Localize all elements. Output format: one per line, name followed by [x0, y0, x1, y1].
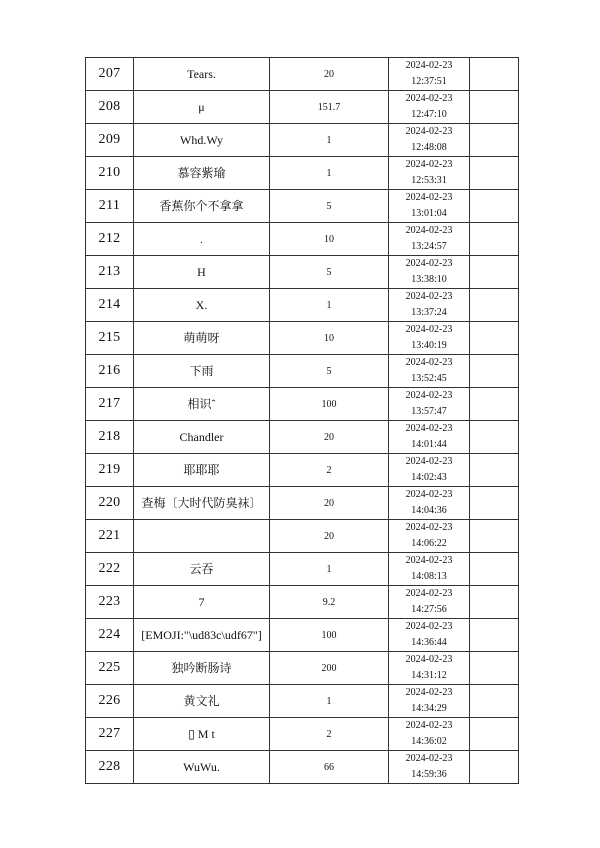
note-cell [470, 322, 519, 355]
note-cell [470, 289, 519, 322]
note-cell [470, 454, 519, 487]
donor-name: 查梅〔大时代防臭袜〕 [134, 487, 270, 520]
note-cell [470, 718, 519, 751]
note-cell [470, 157, 519, 190]
donation-datetime [389, 355, 470, 388]
donation-date: 2024-02-23 [405, 291, 453, 302]
table-row [86, 157, 519, 190]
row-number: 218 [86, 421, 134, 454]
donation-amount: 1 [270, 289, 389, 322]
table-row [86, 454, 519, 487]
table-row [86, 520, 519, 553]
donation-datetime [389, 751, 470, 784]
table-row [86, 619, 519, 652]
table-row [86, 124, 519, 157]
donation-time: 13:40:19 [411, 340, 447, 351]
table-row [86, 223, 519, 256]
note-cell [470, 553, 519, 586]
donation-datetime [389, 256, 470, 289]
donation-amount: 100 [270, 388, 389, 421]
row-number: 226 [86, 685, 134, 718]
donation-time: 14:36:44 [411, 637, 447, 648]
row-number: 224 [86, 619, 134, 652]
donation-amount: 100 [270, 619, 389, 652]
note-cell [470, 520, 519, 553]
donation-datetime [389, 487, 470, 520]
donor-name: μ [134, 91, 270, 124]
donation-date: 2024-02-23 [405, 126, 453, 137]
donation-datetime [389, 124, 470, 157]
donation-time: 14:27:56 [411, 604, 447, 615]
donor-name: H [134, 256, 270, 289]
donor-name: WuWu. [134, 751, 270, 784]
donation-amount: 9.2 [270, 586, 389, 619]
donation-time: 14:34:29 [411, 703, 447, 714]
donation-date: 2024-02-23 [405, 522, 453, 533]
donation-datetime [389, 718, 470, 751]
donation-amount: 151.7 [270, 91, 389, 124]
donation-datetime [389, 322, 470, 355]
donor-name: [EMOJI:"\ud83c\udf67"] [134, 619, 270, 652]
donation-date: 2024-02-23 [405, 390, 453, 401]
note-cell [470, 586, 519, 619]
note-cell [470, 91, 519, 124]
row-number: 215 [86, 322, 134, 355]
note-cell [470, 751, 519, 784]
donation-date: 2024-02-23 [405, 423, 453, 434]
note-cell [470, 256, 519, 289]
donation-datetime [389, 58, 470, 91]
note-cell [470, 421, 519, 454]
donation-time: 14:36:02 [411, 736, 447, 747]
donation-amount: 66 [270, 751, 389, 784]
donation-datetime [389, 421, 470, 454]
donation-date: 2024-02-23 [405, 489, 453, 500]
row-number: 211 [86, 190, 134, 223]
donation-table [85, 57, 519, 784]
donation-date: 2024-02-23 [405, 456, 453, 467]
donation-date: 2024-02-23 [405, 687, 453, 698]
row-number: 212 [86, 223, 134, 256]
note-cell [470, 619, 519, 652]
donation-amount: 1 [270, 124, 389, 157]
donation-time: 13:37:24 [411, 307, 447, 318]
table-row [86, 58, 519, 91]
row-number: 208 [86, 91, 134, 124]
donation-time: 14:06:22 [411, 538, 447, 549]
donation-datetime [389, 553, 470, 586]
note-cell [470, 685, 519, 718]
donation-time: 14:01:44 [411, 439, 447, 450]
donation-datetime [389, 454, 470, 487]
donation-datetime [389, 619, 470, 652]
note-cell [470, 487, 519, 520]
donation-amount: 10 [270, 322, 389, 355]
note-cell [470, 388, 519, 421]
donation-datetime [389, 289, 470, 322]
row-number: 221 [86, 520, 134, 553]
donation-date: 2024-02-23 [405, 258, 453, 269]
donation-time: 12:53:31 [411, 175, 447, 186]
note-cell [470, 190, 519, 223]
donation-datetime [389, 520, 470, 553]
donation-time: 13:52:45 [411, 373, 447, 384]
donation-amount: 20 [270, 487, 389, 520]
table-row [86, 751, 519, 784]
donor-name: 云吞 [134, 553, 270, 586]
donation-date: 2024-02-23 [405, 93, 453, 104]
note-cell [470, 124, 519, 157]
donor-name: 相识ˆ [134, 388, 270, 421]
table-row [86, 421, 519, 454]
table-row [86, 685, 519, 718]
note-cell [470, 355, 519, 388]
donation-datetime [389, 157, 470, 190]
donation-time: 13:01:04 [411, 208, 447, 219]
donation-date: 2024-02-23 [405, 555, 453, 566]
table-row [86, 652, 519, 685]
table-row [86, 718, 519, 751]
donation-amount: 2 [270, 454, 389, 487]
donation-time: 12:48:08 [411, 142, 447, 153]
donation-date: 2024-02-23 [405, 720, 453, 731]
row-number: 217 [86, 388, 134, 421]
donor-name: 香蕉你个不拿拿 [134, 190, 270, 223]
donation-amount: 5 [270, 256, 389, 289]
donation-datetime [389, 685, 470, 718]
row-number: 223 [86, 586, 134, 619]
donor-name: 7 [134, 586, 270, 619]
table-row [86, 256, 519, 289]
table-row [86, 586, 519, 619]
donation-time: 13:57:47 [411, 406, 447, 417]
table-row [86, 322, 519, 355]
donation-amount: 2 [270, 718, 389, 751]
row-number: 216 [86, 355, 134, 388]
row-number: 222 [86, 553, 134, 586]
table-row [86, 289, 519, 322]
donation-date: 2024-02-23 [405, 159, 453, 170]
donation-amount: 1 [270, 553, 389, 586]
donation-time: 12:37:51 [411, 76, 447, 87]
donor-name: 独吟断肠诗 [134, 652, 270, 685]
donor-name: 耶耶耶 [134, 454, 270, 487]
donation-datetime [389, 223, 470, 256]
donation-amount: 10 [270, 223, 389, 256]
donation-datetime [389, 586, 470, 619]
donation-datetime [389, 652, 470, 685]
donation-amount: 20 [270, 520, 389, 553]
note-cell [470, 58, 519, 91]
row-number: 209 [86, 124, 134, 157]
donation-date: 2024-02-23 [405, 621, 453, 632]
donor-name: . [134, 223, 270, 256]
donation-date: 2024-02-23 [405, 60, 453, 71]
donation-amount: 1 [270, 685, 389, 718]
donation-time: 12:47:10 [411, 109, 447, 120]
donation-time: 13:24:57 [411, 241, 447, 252]
table-row [86, 355, 519, 388]
note-cell [470, 652, 519, 685]
donor-name: Chandler [134, 421, 270, 454]
donation-time: 14:08:13 [411, 571, 447, 582]
donation-time: 14:02:43 [411, 472, 447, 483]
table-row [86, 190, 519, 223]
row-number: 210 [86, 157, 134, 190]
table-body [86, 58, 519, 784]
donor-name: 下雨 [134, 355, 270, 388]
table-row [86, 487, 519, 520]
donation-time: 14:04:36 [411, 505, 447, 516]
donation-datetime [389, 388, 470, 421]
donation-date: 2024-02-23 [405, 192, 453, 203]
donation-time: 14:31:12 [411, 670, 447, 681]
row-number: 213 [86, 256, 134, 289]
donation-amount: 5 [270, 355, 389, 388]
row-number: 228 [86, 751, 134, 784]
donor-name: 黄文礼 [134, 685, 270, 718]
donation-date: 2024-02-23 [405, 654, 453, 665]
row-number: 227 [86, 718, 134, 751]
donation-datetime [389, 91, 470, 124]
donation-date: 2024-02-23 [405, 225, 453, 236]
row-number: 214 [86, 289, 134, 322]
donor-name: X. [134, 289, 270, 322]
donation-amount: 20 [270, 421, 389, 454]
table-row [86, 91, 519, 124]
donation-date: 2024-02-23 [405, 357, 453, 368]
donor-name [134, 520, 270, 553]
row-number: 219 [86, 454, 134, 487]
donation-date: 2024-02-23 [405, 753, 453, 764]
donor-name: ▯ M t [134, 718, 270, 751]
donation-datetime [389, 190, 470, 223]
donor-name: 萌萌呀 [134, 322, 270, 355]
donation-date: 2024-02-23 [405, 588, 453, 599]
donation-date: 2024-02-23 [405, 324, 453, 335]
table-row [86, 553, 519, 586]
donation-amount: 200 [270, 652, 389, 685]
donation-time: 14:59:36 [411, 769, 447, 780]
donation-amount: 20 [270, 58, 389, 91]
donation-amount: 5 [270, 190, 389, 223]
row-number: 225 [86, 652, 134, 685]
note-cell [470, 223, 519, 256]
table-row [86, 388, 519, 421]
row-number: 207 [86, 58, 134, 91]
donor-name: Tears. [134, 58, 270, 91]
donor-name: 慕容紫瑜 [134, 157, 270, 190]
donation-time: 13:38:10 [411, 274, 447, 285]
donor-name: Whd.Wy [134, 124, 270, 157]
donation-amount: 1 [270, 157, 389, 190]
row-number: 220 [86, 487, 134, 520]
